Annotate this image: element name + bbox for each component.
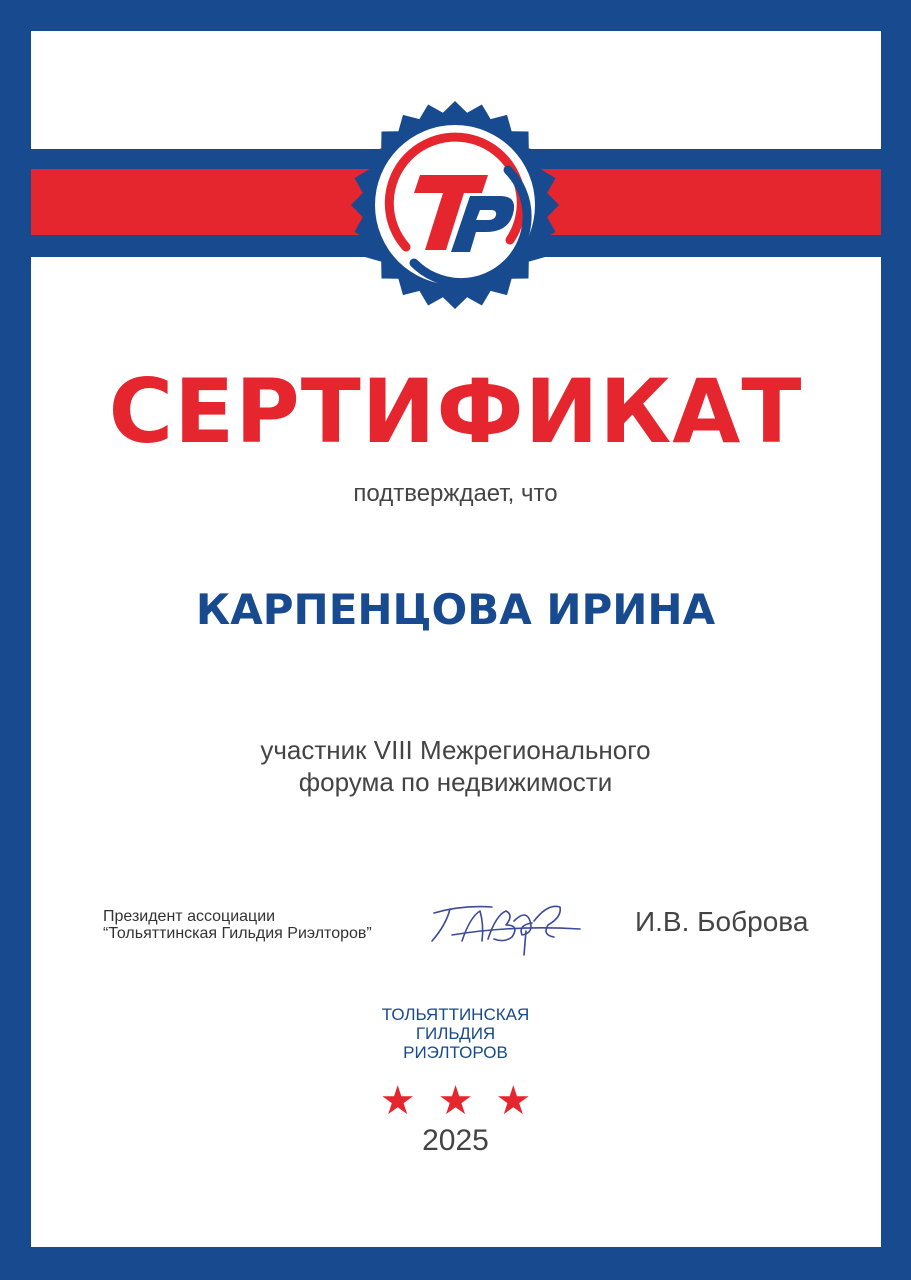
participation-line-2: форума по недвижимости: [298, 767, 613, 797]
seal-logo-icon: [350, 100, 560, 310]
guild-line-1: ТОЛЬЯТТИНСКАЯ: [381, 1005, 530, 1024]
certificate-year: 2025: [422, 1124, 489, 1157]
president-title: [103, 908, 372, 942]
president-title-line-2: “Тольяттинская Гильдия Риэлторов”: [103, 925, 372, 942]
star-icon: ★★★: [379, 1079, 554, 1123]
participation-text: [0, 734, 911, 798]
confirms-text: подтверждает, что: [353, 480, 558, 507]
certificate-title: СЕРТИФИКАТ: [108, 360, 803, 463]
participation-line-1: участник VIII Межрегионального: [260, 735, 651, 765]
guild-line-2: ГИЛЬДИЯ: [415, 1024, 496, 1043]
guild-line-3: РИЭЛТОРОВ: [403, 1043, 508, 1062]
guild-logo-text: [0, 1005, 911, 1062]
handwritten-signature: [422, 895, 584, 967]
recipient-name: КАРПЕНЦОВА ИРИНА: [195, 585, 716, 634]
signatory-name: И.В. Боброва: [635, 906, 809, 937]
president-title-line-1: Президент ассоциации: [103, 908, 276, 925]
